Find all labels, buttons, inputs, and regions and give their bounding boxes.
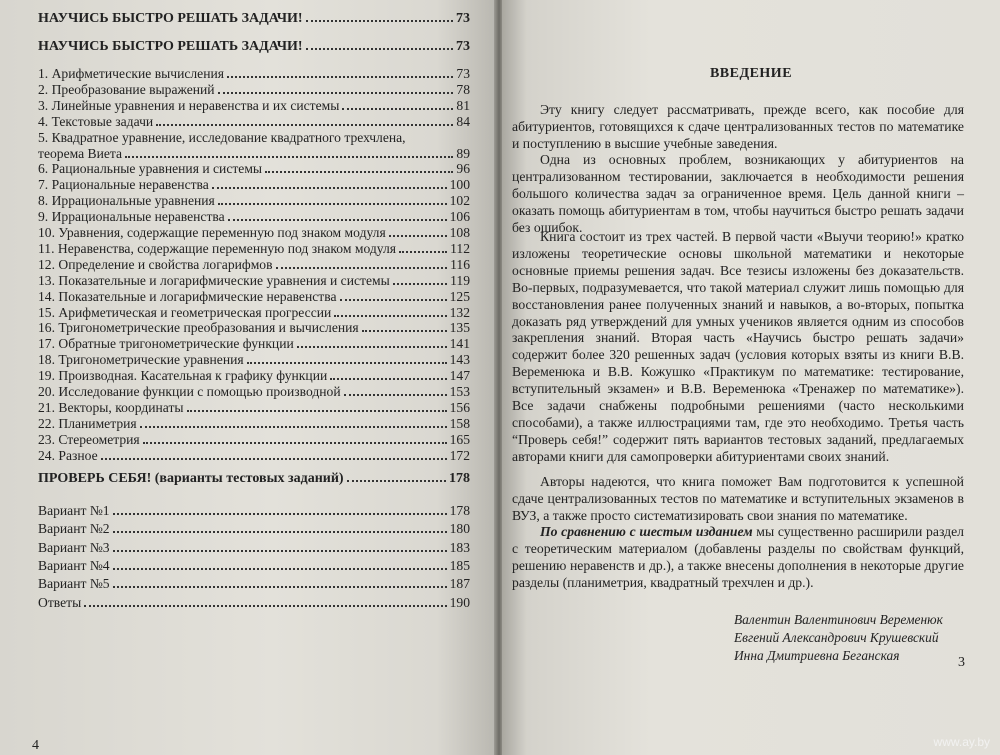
toc-item-title: 20. Исследование функции с помощью производной [38, 384, 341, 399]
author-name: Инна Дмитриевна Беганская [734, 648, 900, 663]
intro-paragraph: Авторы надеются, что книга поможет Вам подготовится к успешной сдаче централизованных тестов по математике и вступительных экзаменов в ВУЗ, а также просто систематизировать свои знания по математике. [512, 474, 964, 523]
toc-item-title: 5. Квадратное уравнение, исследование квадратного трехчлена, [38, 129, 406, 145]
intro-paragraph-last [512, 524, 964, 592]
toc-page-number: 108 [449, 225, 470, 240]
variant-item [38, 521, 470, 537]
toc-item [38, 289, 470, 305]
toc-item-title: 3. Линейные уравнения и неравенства и их системы [38, 97, 340, 113]
toc-page-number: 147 [449, 368, 470, 384]
toc-section-learn-repeat [38, 38, 470, 55]
variant-title: Вариант №5 [38, 576, 110, 592]
toc-page-number: 96 [456, 161, 470, 177]
toc-item-title: 23. Стереометрия [38, 431, 140, 447]
dot-leader [330, 368, 446, 380]
dot-leader [125, 146, 453, 158]
dot-leader [265, 161, 453, 173]
dot-leader [344, 384, 447, 396]
toc-item [38, 193, 470, 209]
dot-leader [340, 289, 447, 301]
page-number: 3 [958, 655, 965, 670]
dot-leader [101, 448, 447, 460]
dot-leader [212, 177, 447, 189]
variant-title: Вариант №1 [38, 503, 110, 518]
dot-leader [389, 225, 447, 237]
toc-page-number: 119 [450, 272, 470, 288]
page-number: 4 [32, 738, 39, 753]
variant-item [38, 503, 470, 519]
dot-leader [342, 98, 453, 110]
variant-page-number: 185 [449, 557, 470, 573]
dot-leader [113, 521, 447, 533]
dot-leader [113, 558, 447, 570]
toc-item [38, 416, 470, 432]
toc-item-title: 24. Разное [38, 447, 98, 463]
toc-page-number: 116 [450, 256, 470, 272]
variant-item [38, 540, 470, 556]
toc-item-title: 6. Рациональные уравнения и системы [38, 161, 263, 177]
toc-page-number: 125 [449, 288, 470, 304]
variant-page-number: 187 [449, 576, 470, 592]
toc-page-number: 141 [449, 336, 470, 352]
dot-leader [218, 193, 447, 205]
toc-item-title: 10. Уравнения, содержащие переменную под знаком модуля [38, 225, 386, 240]
toc-item [38, 209, 470, 225]
toc-item [38, 130, 470, 146]
toc-item [38, 384, 470, 400]
toc-page-number: 102 [449, 193, 470, 209]
dot-leader [228, 209, 447, 221]
right-page [502, 0, 1000, 755]
toc-page-number: 106 [449, 209, 470, 225]
watermark: www.ay.by [933, 735, 990, 749]
intro-paragraph: Одна из основных проблем, возникающих у абитуриентов на централизованном тестировании, заключается в необходимости решения большого количества задач за ограниченное время. Цель данной книги – оказать помощь абитуриентам в том, чтобы научиться быстро решать задачи без ошибок. [512, 152, 964, 235]
variant-page-number: 183 [449, 539, 470, 555]
emphasis-lead: По сравнению с шестым изданием [540, 524, 753, 539]
toc-section-title: НАУЧИСЬ БЫСТРО РЕШАТЬ ЗАДАЧИ! [38, 39, 303, 54]
toc-item-title: 16. Тригонометрические преобразования и вычисления [38, 320, 359, 336]
toc-page-number: 156 [449, 399, 470, 415]
dot-leader [297, 336, 447, 348]
toc-page-number: 165 [449, 431, 470, 447]
toc-item-title: 9. Иррациональные неравенства [38, 209, 225, 225]
toc-item-title: 7. Рациональные неравенства [38, 177, 209, 193]
toc-page-number: 112 [450, 240, 470, 256]
toc-item-title: 8. Иррациональные уравнения [38, 193, 215, 209]
author-name: Евгений Александрович Крушевский [734, 630, 939, 645]
author-name: Валентин Валентинович Веременюк [734, 612, 943, 627]
toc-item-title: 14. Показательные и логарифмические неравенства [38, 288, 337, 304]
toc-item [38, 352, 470, 368]
toc-item [38, 66, 470, 82]
dot-leader [113, 503, 447, 515]
dot-leader [218, 82, 454, 94]
toc-section-check [38, 470, 470, 487]
toc-item [38, 241, 470, 257]
toc-item [38, 400, 470, 416]
dot-leader [393, 273, 447, 285]
toc-item-title: 18. Тригонометрические уравнения [38, 352, 244, 368]
dot-leader [156, 114, 453, 126]
variant-title: Ответы [38, 594, 82, 610]
toc-page-number: 81 [456, 97, 470, 113]
toc-item-title: 21. Векторы, координаты [38, 399, 184, 415]
variant-title: Вариант №3 [38, 539, 110, 555]
toc-item-title: теорема Виета [38, 145, 123, 161]
toc-item-title: 17. Обратные тригонометрические функции [38, 336, 294, 352]
toc-item [38, 225, 470, 241]
dot-leader [347, 470, 446, 482]
variant-title: Вариант №4 [38, 557, 110, 573]
intro-paragraph: Книга состоит из трех частей. В первой части «Выучи теорию!» кратко изложены теоретические основы школьной математики и некоторые основные приемы решения задач. Все тезисы изложены без доказательств. Во-первых, подразумевается, что такой материал служит лишь помощью для восстановления ранее полученных знаний и навыков, а во-вторых, попытка доказать ряд утверждений для умных учеников является одним из способов закрепления знаний. Вторая часть «Научись быстро решать задачи» содержит более 320 решенных задач (условия которых взяты из книги В.В. Веременюка и В.В. Кожушко «Практикум по математике: тестирование, вступительный экзамен» и В.В. Веременюка «Тренажер по математике»). Все задачи снабжены подробными решениями (часто несколькими способами), а также иллюстрациями там, где это необходимо. Третья часть “Проверь себя!” содержит пять вариантов тестовых заданий, предлагаемых авторами книги для самопроверки абитуриентами своих знаний. [512, 229, 964, 464]
toc-item [38, 257, 470, 273]
toc-item-title: 12. Определение и свойства логарифмов [38, 256, 273, 272]
dot-leader [140, 416, 447, 428]
toc-page-number: 89 [456, 145, 470, 161]
dot-leader [276, 257, 448, 269]
variant-page-number: 190 [449, 594, 470, 610]
dot-leader [306, 10, 453, 22]
toc-item [38, 448, 470, 464]
toc-page-number: 172 [449, 447, 470, 463]
dot-leader [113, 576, 447, 588]
dot-leader [187, 400, 447, 412]
dot-leader [247, 352, 447, 364]
toc-item [38, 336, 470, 352]
toc-page-number: 178 [449, 471, 470, 486]
variant-item [38, 595, 470, 611]
intro-paragraph: Эту книгу следует рассматривать, прежде всего, как пособие для абитуриентов, готовящихся к сдаче централизованных тестов по математике и поступлению в высшие учебные заведения. [512, 102, 964, 151]
toc-page-number: 143 [449, 352, 470, 368]
toc-item-title: 11. Неравенства, содержащие переменную под знаком модуля [38, 240, 397, 256]
variant-item [38, 558, 470, 574]
toc-section-learn [38, 10, 470, 27]
variant-title: Вариант №2 [38, 521, 110, 537]
toc-page-number: 153 [449, 384, 470, 399]
left-page [0, 0, 496, 755]
toc-item [38, 82, 470, 98]
toc-section-title: ПРОВЕРЬ СЕБЯ! (варианты тестовых заданий) [38, 471, 344, 486]
toc-item-title: 22. Планиметрия [38, 415, 137, 431]
toc-page-number: 78 [456, 81, 470, 97]
dot-leader [306, 38, 453, 50]
toc-page-number: 84 [456, 113, 470, 129]
dot-leader [362, 320, 447, 332]
toc-item-title: 15. Арифметическая и геометрическая прогрессии [38, 304, 332, 320]
toc-item [38, 98, 470, 114]
toc-item-title: 4. Текстовые задачи [38, 113, 154, 129]
dot-leader [143, 432, 447, 444]
toc-item [38, 161, 470, 177]
dot-leader [334, 305, 446, 317]
toc-item [38, 146, 470, 162]
toc-item [38, 368, 470, 384]
toc-item-title: 13. Показательные и логарифмические уравнения и системы [38, 272, 390, 288]
toc-item [38, 114, 470, 130]
toc-page-number: 135 [449, 320, 470, 336]
toc-page-number: 73 [456, 66, 470, 81]
toc-item [38, 320, 470, 336]
toc-item [38, 177, 470, 193]
toc-page-number: 100 [449, 177, 470, 193]
toc-page-number: 73 [456, 11, 470, 26]
toc-item-title: 19. Производная. Касательная к графику функции [38, 368, 328, 384]
dot-leader [227, 66, 453, 78]
toc-page-number: 158 [449, 415, 470, 431]
dot-leader [113, 540, 447, 552]
variant-item [38, 576, 470, 592]
variant-page-number: 180 [449, 521, 470, 537]
toc-item [38, 305, 470, 321]
toc-page-number: 132 [449, 304, 470, 320]
toc-page-number: 73 [456, 39, 470, 54]
toc-item [38, 273, 470, 289]
toc-item-title: 2. Преобразование выражений [38, 81, 215, 97]
variant-page-number: 178 [449, 503, 470, 518]
dot-leader [84, 595, 446, 607]
intro-title: ВВЕДЕНИЕ [709, 66, 793, 81]
toc-item [38, 432, 470, 448]
toc-section-title: НАУЧИСЬ БЫСТРО РЕШАТЬ ЗАДАЧИ! [38, 11, 303, 26]
toc-item-title: 1. Арифметические вычисления [38, 66, 225, 81]
dot-leader [399, 241, 447, 253]
paragraph-text: мы существенно расширили раздел с теоретическим материалом (добавлены разделы по свойствам функций, решению неравенств и др.), а также внесены дополнения в некоторые другие разделы (планиметрия, квадратный трехчлен и др.). [512, 524, 964, 590]
